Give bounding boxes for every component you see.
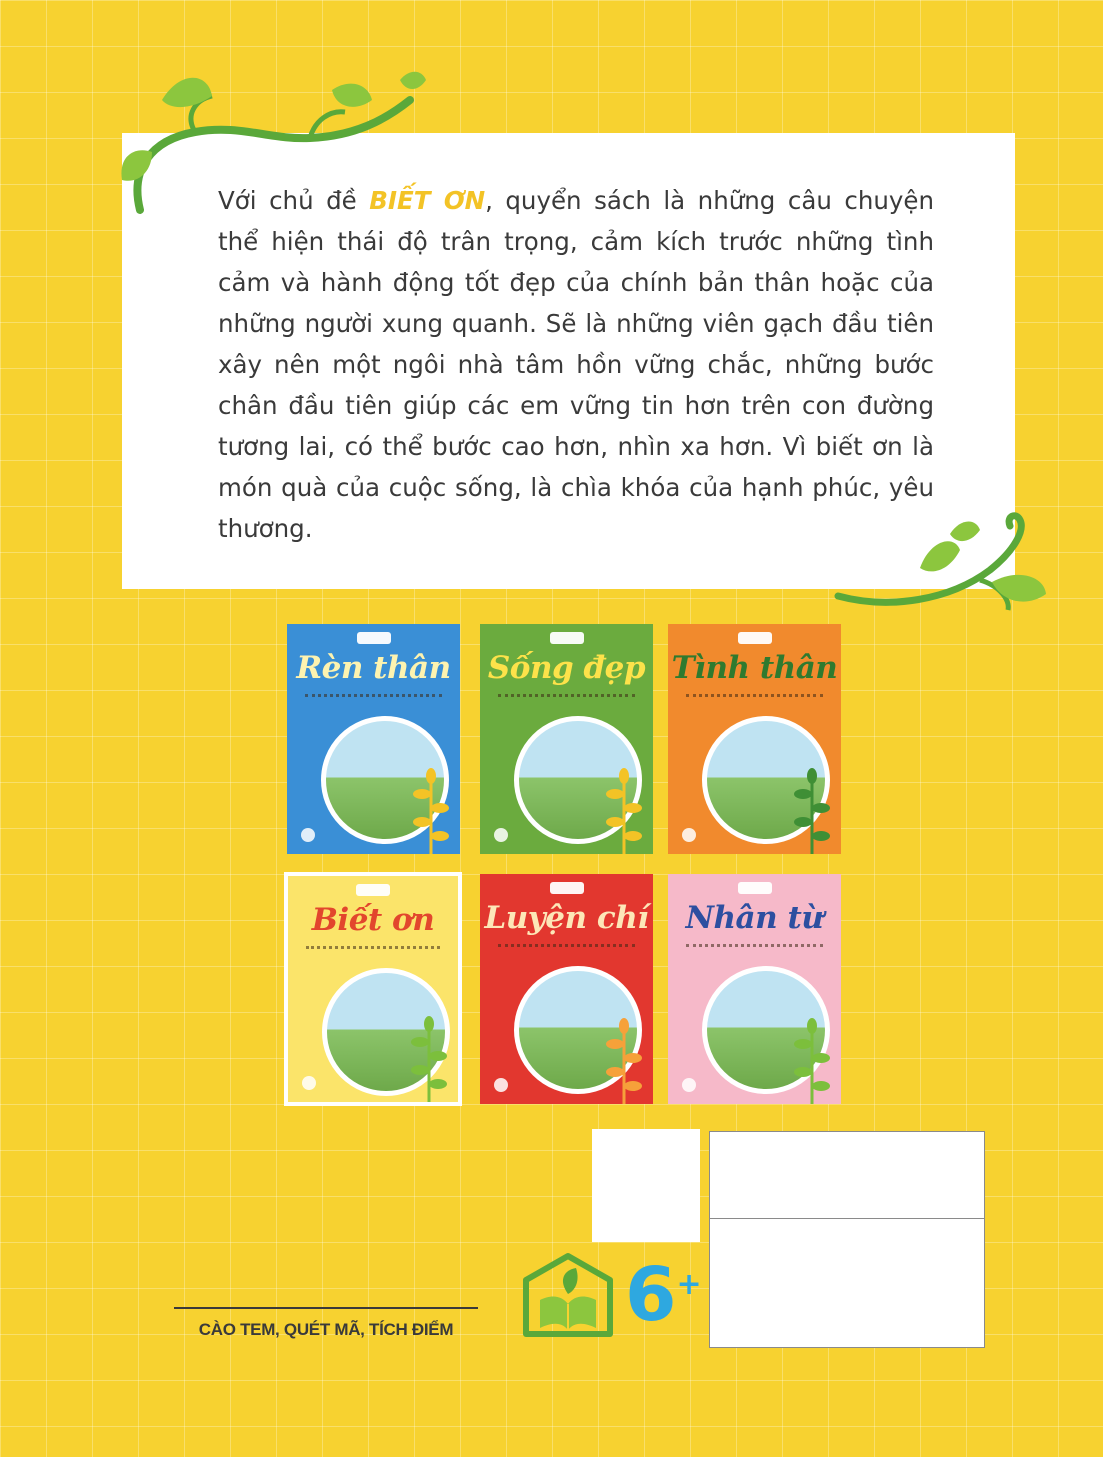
book-description: [218, 180, 934, 549]
publisher-badge: [356, 884, 390, 896]
book-title: Sống đẹp: [487, 650, 646, 686]
publisher-badge: [738, 882, 772, 894]
book-cover-song-dep: [480, 624, 653, 854]
publisher-logo-icon: [494, 1078, 508, 1092]
leaf-sprig-icon: [787, 764, 837, 854]
book-cover-biet-on: [284, 872, 462, 1106]
publisher-badge: [550, 632, 584, 644]
book-cover-ren-than: [287, 624, 460, 854]
author-credits: [498, 944, 635, 952]
leaf-sprig-icon: [599, 1014, 649, 1104]
book-cover-nhan-tu: [668, 874, 841, 1104]
author-credits: [498, 694, 635, 702]
publisher-logo-icon: [682, 828, 696, 842]
publisher-badge: [738, 632, 772, 644]
leaf-sprig-icon: [404, 1012, 454, 1102]
author-credits: [686, 944, 823, 952]
book-title: Nhân từ: [685, 900, 824, 936]
book-title: Tình thân: [671, 650, 838, 686]
leaf-sprig-icon: [787, 1014, 837, 1104]
age-rating-number: 6: [625, 1252, 677, 1338]
description-body: , quyển sách là những câu chuyện thể hiện thái độ trân trọng, cảm kích trước những tình cảm và hành động tốt đẹp của chính bản thân hoặc của những người xung quanh. Sẽ là những viên gạch đầu tiên xây nên một ngôi nhà tâm hồn vững chắc, những bước chân đầu tiên giúp các em vững tin hơn trên con đường tương lai, có thể bước cao hơn, nhìn xa hơn. Vì biết ơn là món quà của cuộc sống, là chìa khóa của hạnh phúc, yêu thương.: [218, 186, 935, 543]
leaf-sprig-icon: [599, 764, 649, 854]
book-title: Biết ơn: [311, 902, 435, 938]
book-cover-tinh-than: [668, 624, 841, 854]
author-credits: [306, 946, 440, 954]
footer-slogan: CÀO TEM, QUÉT MÃ, TÍCH ĐIỂM: [198, 1320, 454, 1339]
publisher-logo-icon: [494, 828, 508, 842]
barcode-divider: [710, 1218, 984, 1219]
publisher-badge: [357, 632, 391, 644]
book-title: Luyện chí: [484, 900, 649, 936]
book-title: Rèn thân: [296, 650, 451, 686]
publisher-logo-icon: [301, 828, 315, 842]
scratch-stamp-area: [592, 1129, 700, 1242]
leaf-sprig-icon: [406, 764, 456, 854]
publisher-logo-icon: [302, 1076, 316, 1090]
author-credits: [305, 694, 442, 702]
publisher-logo-icon: [682, 1078, 696, 1092]
barcode-box: [709, 1131, 985, 1348]
book-leaf-logo-icon: [518, 1250, 618, 1342]
publisher-badge: [550, 882, 584, 894]
book-cover-luyen-chi: [480, 874, 653, 1104]
footer-divider: [174, 1307, 478, 1309]
author-credits: [686, 694, 823, 702]
age-rating: [625, 1252, 702, 1338]
age-rating-plus: +: [676, 1267, 702, 1302]
description-highlight: BIẾT ƠN: [369, 186, 486, 215]
description-prefix: Với chủ đề: [218, 186, 370, 215]
